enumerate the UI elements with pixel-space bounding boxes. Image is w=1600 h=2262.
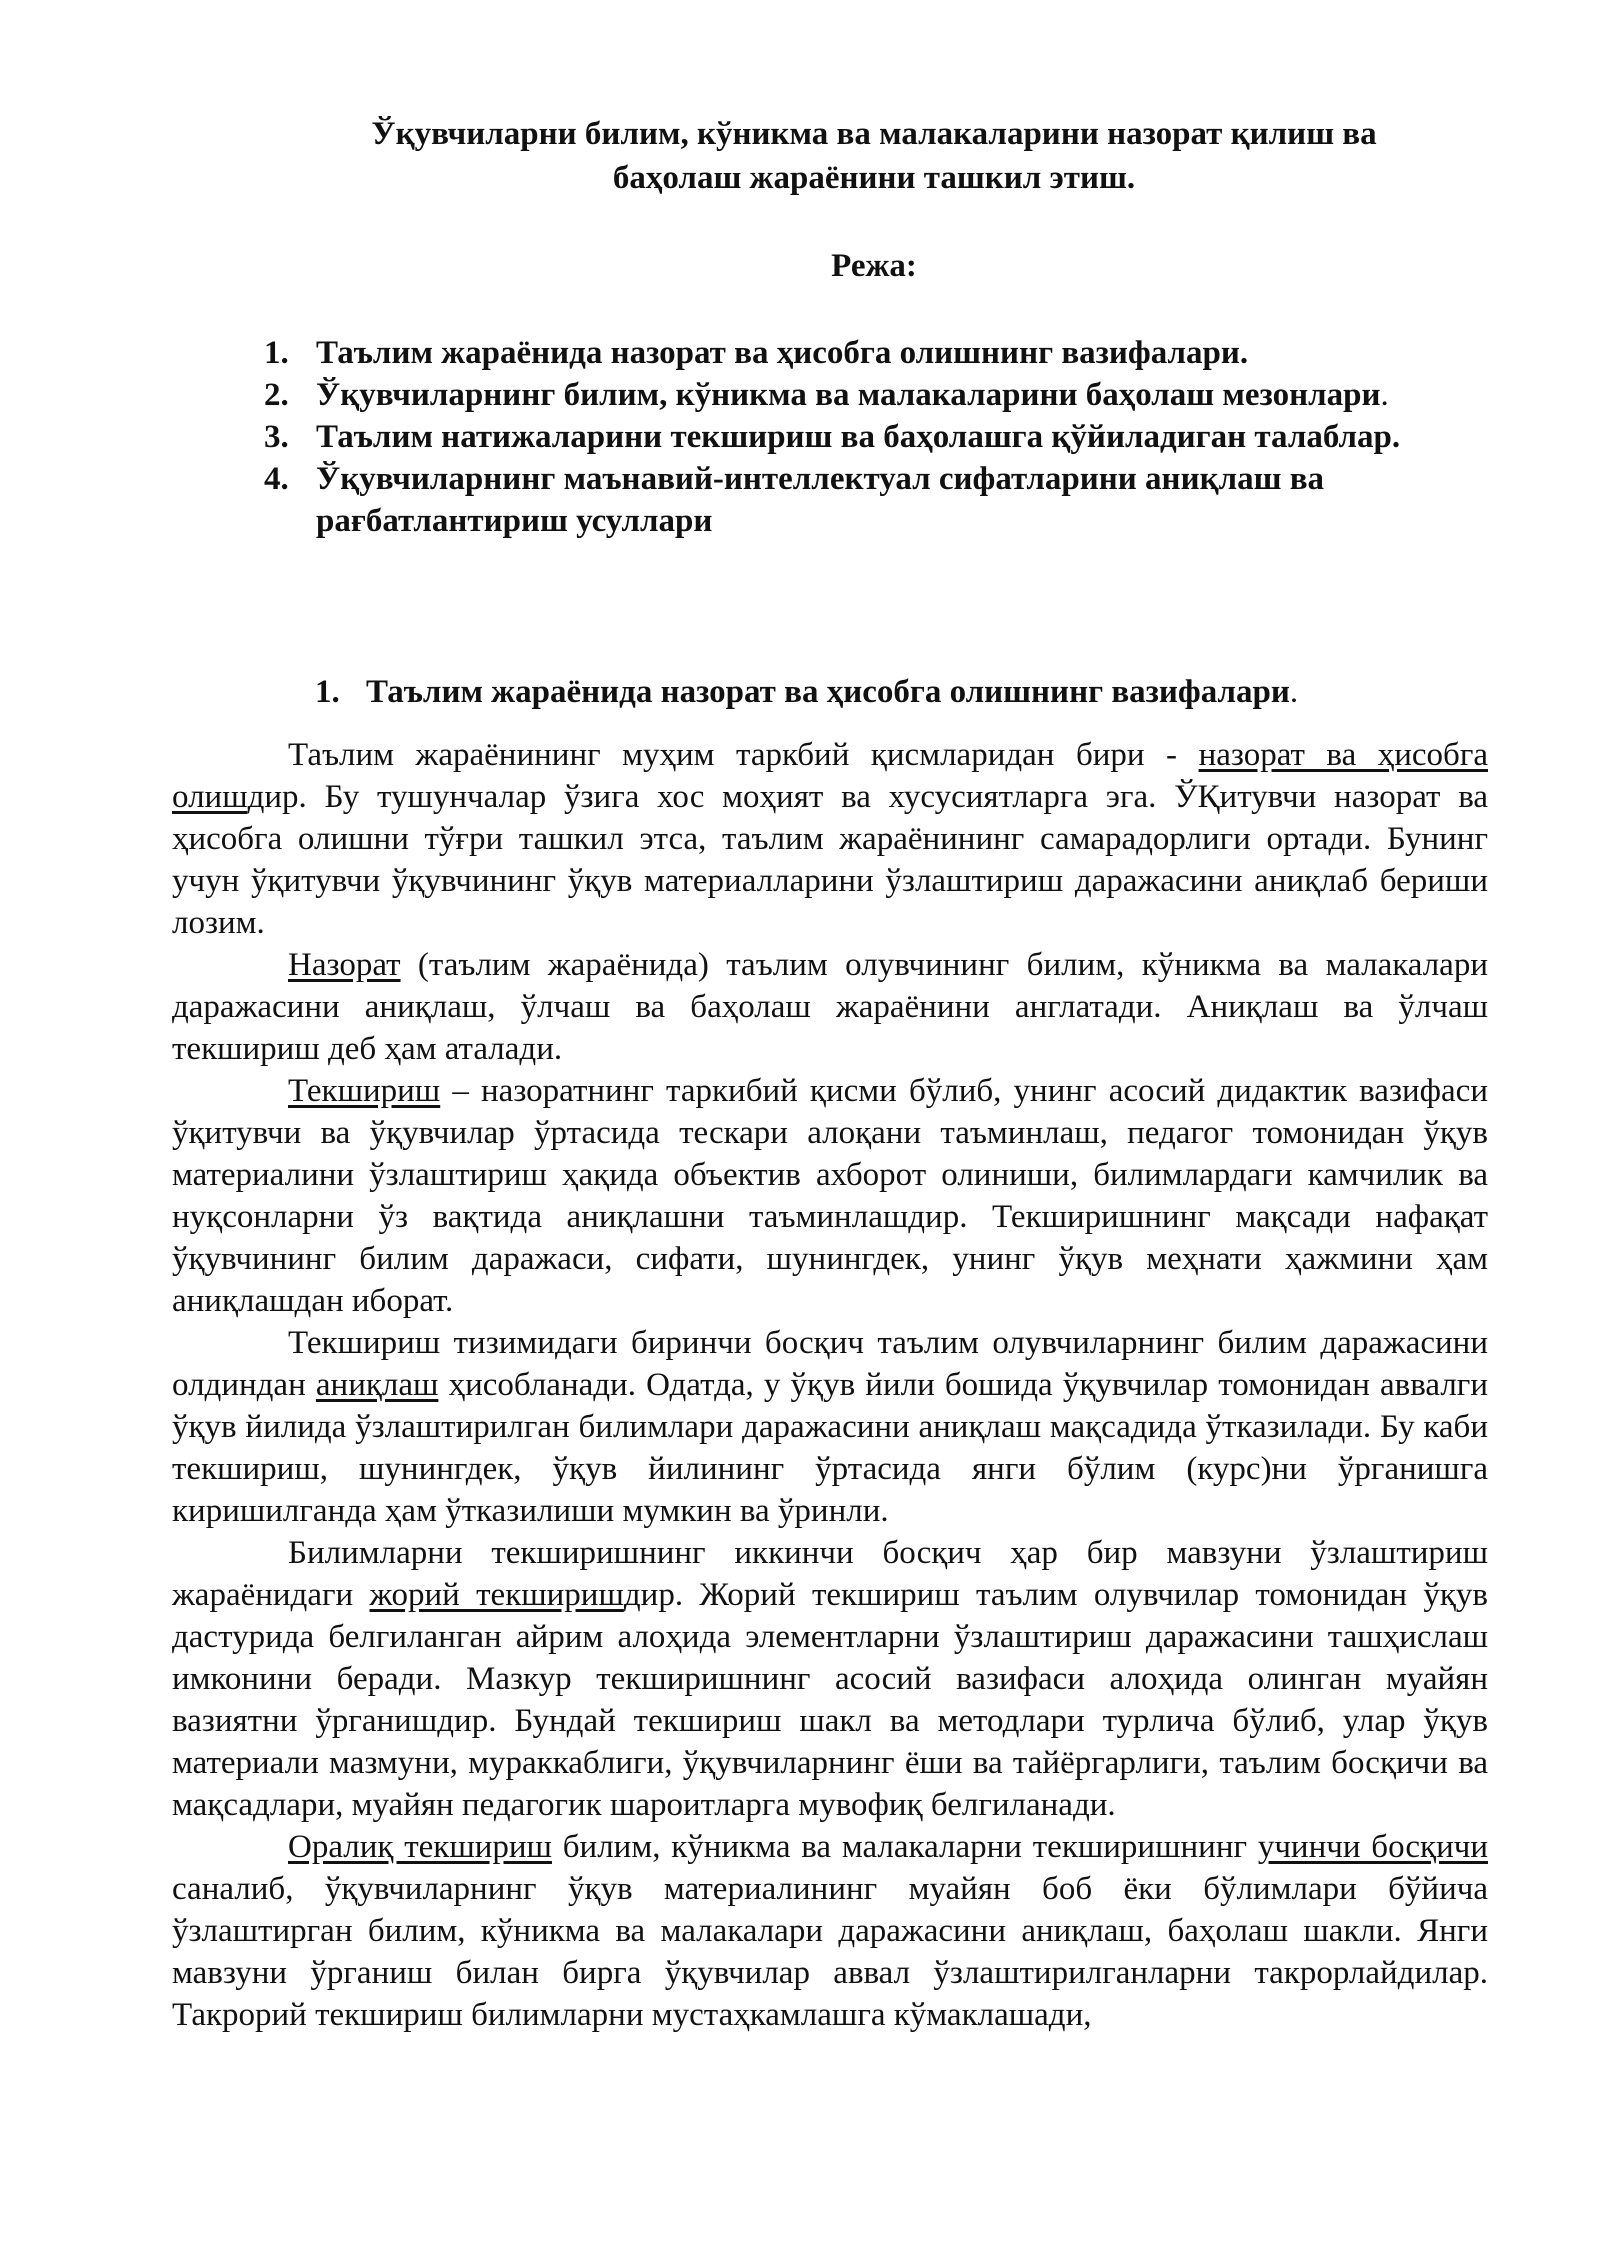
plan-item-4 [172,458,1488,542]
paragraph-2 [172,944,1488,1070]
paragraph-text: ҳисобланади. Одатда, у ўқув йили бошида ўқувчилар томонидан аввалги ўқув йилида ўзлаштирилган билимлари даражасини аниқлаш мақсадида ўтказилади. Бу каби текшириш, шунингдек, ўқув йилининг ўртасида янги бўлим (курс)ни ўрганишга киришилганда ҳам ўтказилиши мумкин ва ўринли. [172,1367,1488,1529]
paragraph-text: – назоратнинг таркибий қисми бўлиб, унинг асосий дидактик вазифаси ўқитувчи ва ўқувчилар ўртасида тескари алоқани таъминлаш, педагог томонидан ўқув материалини ўзлаштириш ҳақида объектив ахборот олиниши, билимлардаги камчилик ва нуқсонларни ўз вақтида аниқлашни таъминлашдир. Текширишнинг мақсади нафақат ўқувчининг билим даражаси, сифати, шунингдек, унинг ўқув меҳнати ҳажмини ҳам аниқлашдан иборат. [172,1073,1488,1319]
paragraph-3 [172,1070,1488,1322]
plan-item-text: Ўқувчиларнинг маънавий-интеллектуал сифатларини аниқлаш ва рағбатлантириш усуллари [316,461,1325,539]
paragraph-1 [172,734,1488,944]
document-title [260,112,1488,200]
paragraph-text: дир. Жорий текшириш таълим олувчилар томонидан ўқув дастурида белгиланган айрим алоҳида элементларни ўзлаштириш даражасини ташҳислаш имконини беради. Мазкур текширишнинг асосий вазифаси алоҳида олинган муайян вазиятни ўрганишдир. Бундай текшириш шакл ва методлари турлича бўлиб, улар ўқув материали мазмуни, мураккаблиги, ўқувчиларнинг ёши ва тайёргарлиги, таълим босқичи ва мақсадлари, муайян педагогик шароитларга мувофиқ белгиланади. [172,1577,1489,1823]
underlined-term: Текшириш [288,1073,441,1109]
plan-heading: Режа: [831,248,917,284]
paragraph-4 [172,1322,1488,1532]
plan-item-3 [172,416,1488,458]
plan-item-number: 2. [264,377,289,413]
underlined-term: учинчи босқичи [1257,1829,1488,1865]
section-heading-text: Таълим жараёнида назорат ва ҳисобга олишнинг вазифалари [366,674,1290,710]
paragraph-6 [172,1826,1488,2036]
plan-item-number: 3. [264,419,289,455]
plan-item-1 [172,332,1488,374]
underlined-term: назорат ва ҳисобга олиш [172,737,1488,815]
paragraph-5 [172,1532,1488,1826]
plan-item-number: 1. [264,335,289,371]
paragraph-text: Текшириш тизимидаги биринчи босқич таълим олувчиларнинг билим даражасини олдиндан [172,1325,1488,1403]
plan-item-tail: . [1380,377,1389,413]
plan-item-2 [172,374,1488,416]
title-line-1: Ўқувчиларни билим, кўникма ва малакаларини назорат қилиш ва [371,116,1377,152]
underlined-term: Оралиқ текшириш [288,1829,552,1865]
plan-list [172,332,1488,542]
title-line-2: баҳолаш жараёнини ташкил этиш. [612,160,1136,196]
underlined-term: аниқлаш [315,1367,439,1403]
plan-item-text: Таълим жараёнида назорат ва ҳисобга олишнинг вазифалари. [316,335,1249,371]
paragraph-text: Билимларни текширишнинг иккинчи босқич ҳар бир мавзуни ўзлаштириш жараёнидаги [172,1535,1488,1613]
underlined-term: жорий текшириш [369,1577,624,1613]
section-1-heading [172,670,1488,714]
section-1-body [172,734,1488,2036]
section-heading-tail: . [1289,674,1299,710]
paragraph-text: Таълим жараёнининг муҳим таркбий қисмларидан бири - [288,737,1199,773]
section-number: 1. [315,674,340,710]
paragraph-text: (таълим жараёнида) таълим олувчининг билим, кўникма ва малакалари даражасини аниқлаш, ўлчаш ва баҳолаш жараёнини англатади. Аниқлаш ва ўлчаш текшириш деб ҳам аталади. [172,947,1488,1067]
paragraph-text: билим, кўникма ва малакаларни текширишнинг [551,1829,1258,1865]
plan-item-text: Ўқувчиларнинг билим, кўникма ва малакаларини баҳолаш мезонлари [316,377,1381,413]
plan-item-text: Таълим натижаларини текшириш ва баҳолашга қўйиладиган талаблар. [316,419,1401,455]
paragraph-text: саналиб, ўқувчиларнинг ўқув материалининг муайян боб ёки бўлимлари бўйича ўзлаштирган билим, кўникма ва малакалари даражасини аниқлаш, баҳолаш шакли. Янги мавзуни ўрганиш билан бирга ўқувчилар аввал ўзлаштирилганларни такрорлайдилар. Такрорий текшириш билимларни мустаҳкамлашга кўмаклашади, [172,1871,1488,2033]
plan-item-number: 4. [264,461,289,497]
underlined-term: Назорат [288,947,401,983]
paragraph-text: дир. Бу тушунчалар ўзига хос моҳият ва хусусиятларга эга. ЎҚитувчи назорат ва ҳисобга олишни тўғри ташкил этса, таълим жараёнининг самарадорлиги ортади. Бунинг учун ўқитувчи ўқувчининг ўқув материалларини ўзлаштириш даражасини аниқлаб бериши лозим. [172,779,1488,941]
